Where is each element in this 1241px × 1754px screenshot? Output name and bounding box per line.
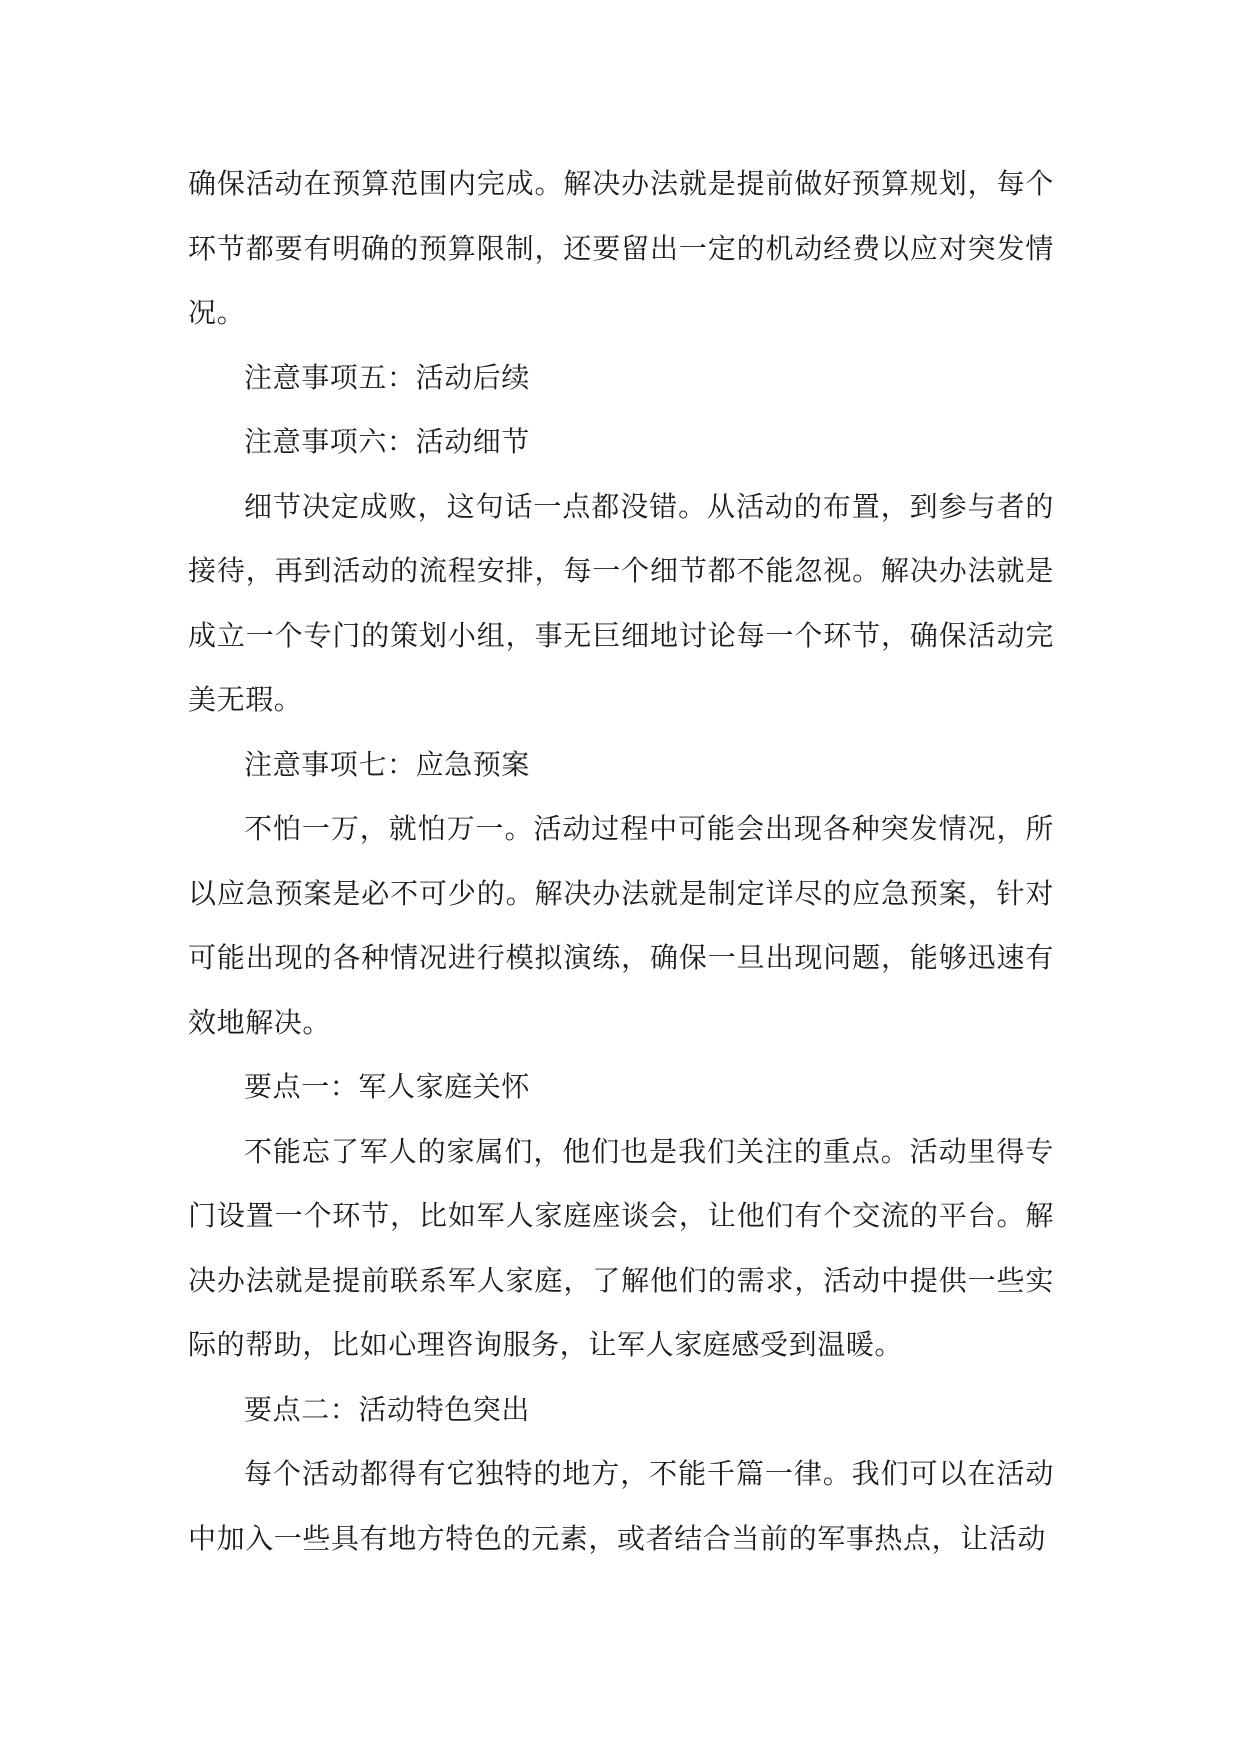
heading-point-two: 要点二：活动特色突出 <box>244 1392 531 1426</box>
heading-note-six: 注意事项六：活动细节 <box>244 425 531 458</box>
paragraph-activity-features: 每个活动都得有它独特的地方，不能千篇一律。我们可以在活动中加入一些具有地方特色的元素，或者结合当前的军事热点，让活动 <box>188 1457 1054 1555</box>
paragraph-details: 细节决定成败，这句话一点都没错。从活动的布置，到参与者的接待，再到活动的流程安排，每一个细节都不能忽视。解决办法就是成立一个专门的策划小组，事无巨细地讨论每一个环节，确保活动完美无瑕。 <box>188 489 1054 716</box>
paragraph-military-family: 不能忘了军人的家属们，他们也是我们关注的重点。活动里得专门设置一个环节，比如军人家庭座谈会，让他们有个交流的平台。解决办法就是提前联系军人家庭，了解他们的需求，活动中提供一些实际的帮助，比如心理咨询服务，让军人家庭感受到温暖。 <box>188 1134 1054 1361</box>
paragraph-emergency-plan: 不怕一万，就怕万一。活动过程中可能会出现各种突发情况，所以应急预案是必不可少的。解决办法就是制定详尽的应急预案，针对可能出现的各种情况进行模拟演练，确保一旦出现问题，能够迅速有效地解决。 <box>188 812 1054 1039</box>
heading-note-seven: 注意事项七：应急预案 <box>244 747 531 781</box>
heading-note-five: 注意事项五：活动后续 <box>244 360 531 394</box>
heading-point-one: 要点一：军人家庭关怀 <box>244 1070 531 1103</box>
document-body <box>188 152 1054 1571</box>
paragraph-budget-continued: 确保活动在预算范围内完成。解决办法就是提前做好预算规划，每个环节都要有明确的预算限制，还要留出一定的机动经费以应对突发情况。 <box>188 167 1054 329</box>
